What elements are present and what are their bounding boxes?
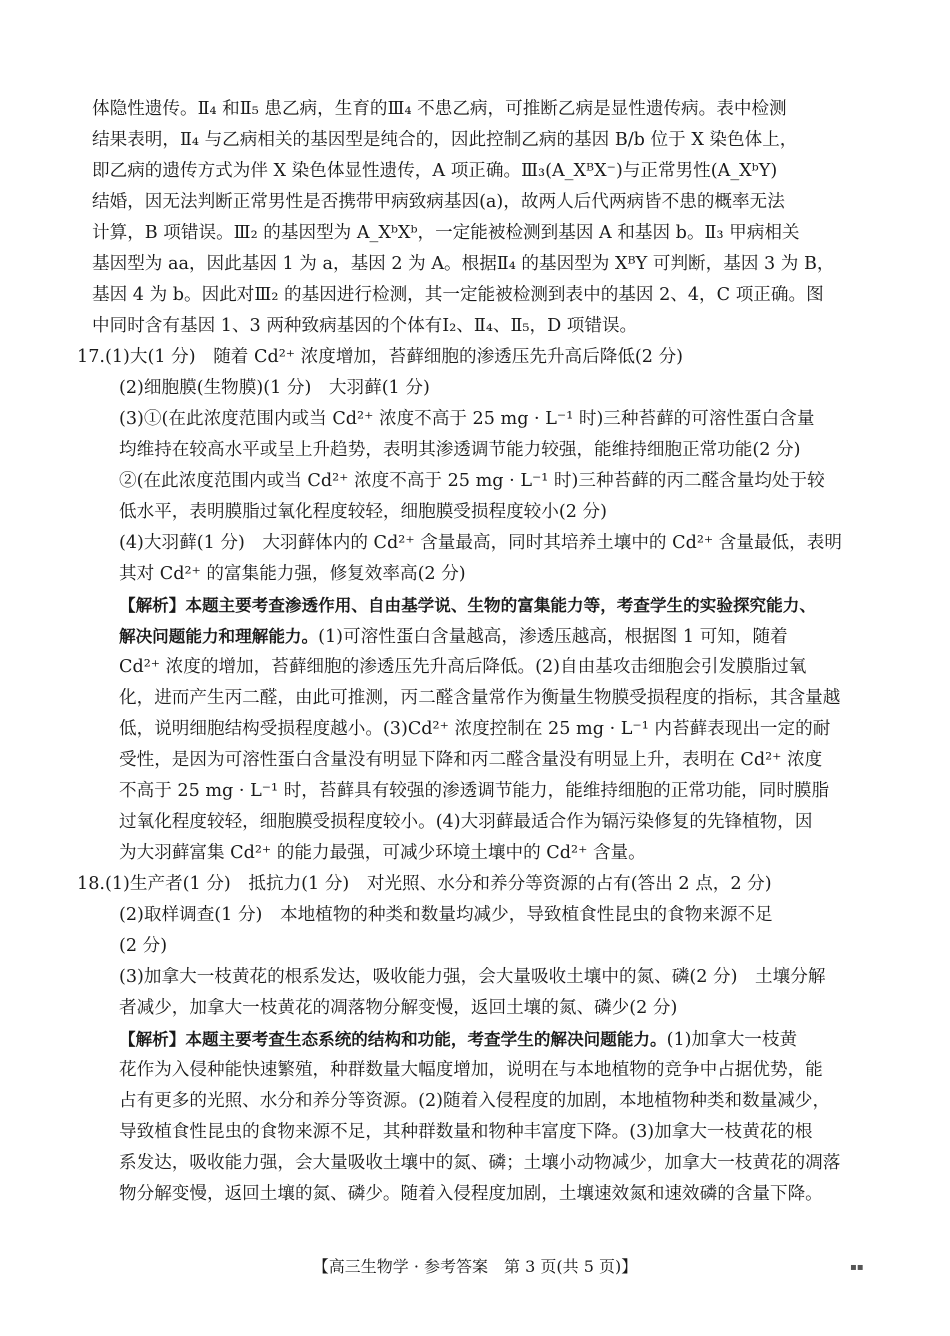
q18-analysis-line-4: 导致植食性昆虫的食物来源不足，其种群数量和物种丰富度下降。(3)加拿大一枝黄花的根 bbox=[119, 1122, 813, 1142]
q17-answer-3-part2: ②(在此浓度范围内或当 Cd²⁺ 浓度不高于 25 mg · L⁻¹ 时)三种苔藓的丙二醛含量均处于较 bbox=[119, 471, 825, 491]
q18-analysis-line-5: 系发达，吸收能力强，会大量吸收土壤中的氮、磷；土壤小动物减少，加拿大一枝黄花的凋落 bbox=[119, 1153, 841, 1173]
q18-answer-3-cont: 者减少，加拿大一枝黄花的凋落物分解变慢，返回土壤的氮、磷少(2 分) bbox=[119, 998, 678, 1018]
q18-answer-2-cont: (2 分) bbox=[119, 936, 168, 956]
q17-answer-4-cont: 其对 Cd²⁺ 的富集能力强，修复效率高(2 分) bbox=[119, 564, 466, 584]
q16-analysis-line-2: 结果表明，Ⅱ₄ 与乙病相关的基因型是纯合的，因此控制乙病的基因 B/b 位于 X 染色体上， bbox=[92, 130, 798, 150]
q18-analysis-line-3: 占有更多的光照、水分和养分等资源。(2)随着入侵程度的加剧，本地植物种类和数量减少， bbox=[119, 1091, 831, 1111]
q16-analysis-line-7: 基因 4 为 b。因此对Ⅲ₂ 的基因进行检测，其一定能被检测到表中的基因 2、4，C 项正确。图 bbox=[92, 285, 824, 305]
q17-analysis-text: (1)可溶性蛋白含量越高，渗透压越高，根据图 1 可知，随着 bbox=[318, 627, 788, 647]
q16-analysis-line-3: 即乙病的遗传方式为伴 X 染色体显性遗传，A 项正确。Ⅲ₃(A_XᴮX⁻)与正常男性(A_XᵇY) bbox=[92, 161, 778, 181]
q17-answer-3: (3)①(在此浓度范围内或当 Cd²⁺ 浓度不高于 25 mg · L⁻¹ 时)三种苔藓的可溶性蛋白含量 bbox=[119, 409, 815, 429]
q18-analysis-line-6: 物分解变慢，返回土壤的氮、磷少。随着入侵程度加剧，土壤速效氮和速效磷的含量下降。 bbox=[119, 1184, 823, 1204]
q18-analysis-text: (1)加拿大一枝黄 bbox=[666, 1030, 798, 1050]
q17-analysis-line-8: 为大羽藓富集 Cd²⁺ 的能力最强，可减少环境土壤中的 Cd²⁺ 含量。 bbox=[119, 843, 646, 863]
q17-answer-1: 17.(1)大(1 分) 随着 Cd²⁺ 浓度增加，苔藓细胞的渗透压先升高后降低(2 分) bbox=[77, 347, 684, 367]
q17-answer-3-cont: 均维持在较高水平或呈上升趋势，表明其渗透调节能力较强，能维持细胞正常功能(2 分) bbox=[119, 440, 801, 460]
q16-analysis-line-4: 结婚，因无法判断正常男性是否携带甲病致病基因(a)，故两人后代两病皆不患的概率无法 bbox=[92, 192, 785, 212]
q18-analysis-heading: 【解析】本题主要考查生态系统的结构和功能，考查学生的解决问题能力。 bbox=[119, 1030, 667, 1049]
q17-analysis-line-1 bbox=[92, 621, 862, 652]
page-body bbox=[77, 94, 862, 1210]
q17-answer-3-part2-cont: 低水平，表明膜脂过氧化程度较轻，细胞膜受损程度较小(2 分) bbox=[119, 502, 607, 522]
q17-analysis-heading: 【解析】本题主要考查渗透作用、自由基学说、生物的富集能力等，考查学生的实验探究能力、 bbox=[119, 596, 816, 615]
q17-answer-4: (4)大羽藓(1 分) 大羽藓体内的 Cd²⁺ 含量最高，同时其培养土壤中的 Cd²⁺ 含量最低，表明 bbox=[119, 533, 842, 553]
q17-analysis-line-7: 过氧化程度较轻，细胞膜受损程度较小。(4)大羽藓最适合作为镉污染修复的先锋植物，因 bbox=[119, 812, 813, 832]
corner-mark: ▪▪ bbox=[850, 1262, 864, 1273]
q17-answer-2: (2)细胞膜(生物膜)(1 分) 大羽藓(1 分) bbox=[119, 378, 430, 398]
q16-analysis-line-5: 计算，B 项错误。Ⅲ₂ 的基因型为 A_XᵇXᵇ，一定能被检测到基因 A 和基因 b。Ⅱ₃ 甲病相关 bbox=[92, 223, 800, 243]
page-number-label: 【高三生物学 · 参考答案 第 3 页(共 5 页)】 bbox=[312, 1257, 638, 1276]
q17-analysis-line-6: 不高于 25 mg · L⁻¹ 时，苔藓具有较强的渗透调节能力，能维持细胞的正常功能，同时膜脂 bbox=[119, 781, 830, 801]
q18-analysis-line-1 bbox=[92, 1024, 862, 1055]
page-footer bbox=[0, 1255, 950, 1279]
q18-analysis-line-2: 花作为入侵种能快速繁殖，种群数量大幅度增加，说明在与本地植物的竞争中占据优势，能 bbox=[119, 1060, 823, 1080]
q16-analysis-line-8: 中同时含有基因 1、3 两种致病基因的个体有Ⅰ₂、Ⅱ₄、Ⅱ₅，D 项错误。 bbox=[92, 316, 638, 336]
q17-analysis-bold-tail: 解决问题能力和理解能力。 bbox=[119, 627, 319, 646]
q17-analysis-line-2: Cd²⁺ 浓度的增加，苔藓细胞的渗透压先升高后降低。(2)自由基攻击细胞会引发膜脂过氧 bbox=[119, 657, 807, 677]
q16-analysis-line-1: 体隐性遗传。Ⅱ₄ 和Ⅱ₅ 患乙病，生育的Ⅲ₄ 不患乙病，可推断乙病是显性遗传病。表中检测 bbox=[92, 99, 787, 119]
q17-analysis-line-4: 低，说明细胞结构受损程度越小。(3)Cd²⁺ 浓度控制在 25 mg · L⁻¹ 内苔藓表现出一定的耐 bbox=[119, 719, 831, 739]
q16-analysis-line-6: 基因型为 aa，因此基因 1 为 a，基因 2 为 A。根据Ⅱ₄ 的基因型为 XᴮY 可判断，基因 3 为 B， bbox=[92, 254, 835, 274]
q17-analysis-line-3: 化，进而产生丙二醛，由此可推测，丙二醛含量常作为衡量生物膜受损程度的指标，其含量越 bbox=[119, 688, 841, 708]
q18-answer-2: (2)取样调查(1 分) 本地植物的种类和数量均减少，导致植食性昆虫的食物来源不足 bbox=[119, 905, 773, 925]
q18-answer-1: 18.(1)生产者(1 分) 抵抗力(1 分) 对光照、水分和养分等资源的占有(答出 2 点，2 分) bbox=[77, 874, 772, 894]
q17-analysis-line-5: 受性，是因为可溶性蛋白含量没有明显下降和丙二醛含量没有明显上升，表明在 Cd²⁺ 浓度 bbox=[119, 750, 823, 770]
q18-answer-3: (3)加拿大一枝黄花的根系发达，吸收能力强，会大量吸收土壤中的氮、磷(2 分) 土壤分解 bbox=[119, 967, 826, 987]
